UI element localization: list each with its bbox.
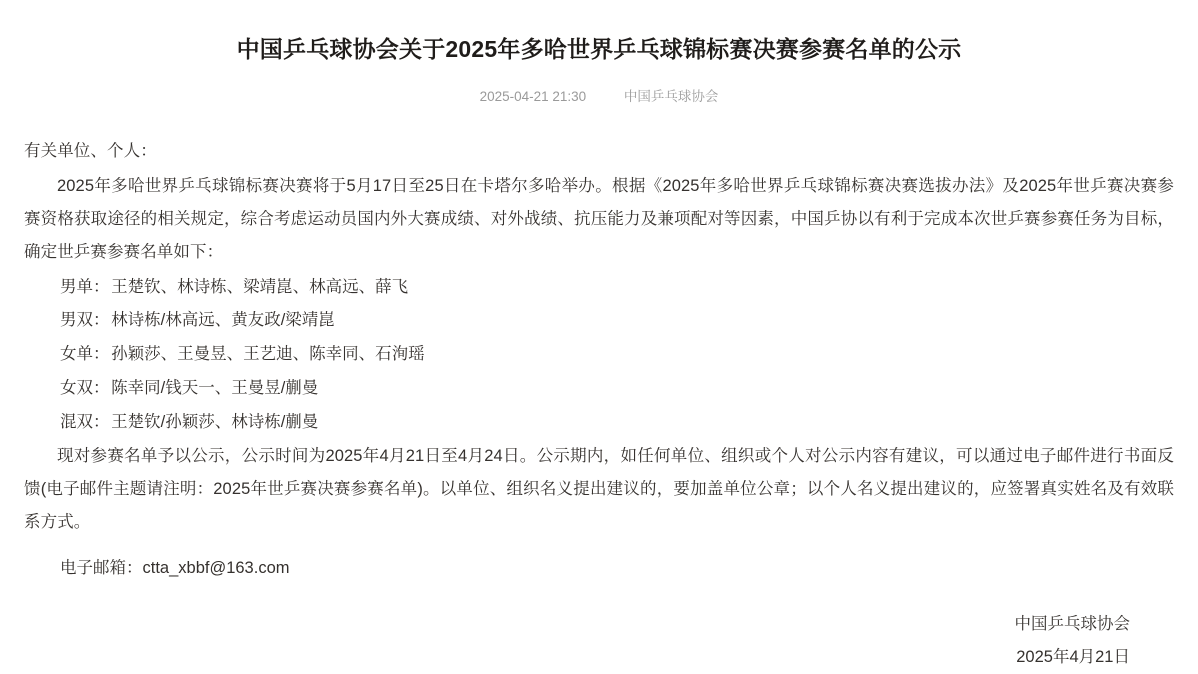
roster-item bbox=[24, 271, 1174, 305]
publisher-name: 中国乒乓球协会 bbox=[623, 88, 719, 104]
roster-category: 女双： bbox=[60, 378, 110, 397]
publish-timestamp: 2025-04-21 21:30 bbox=[479, 88, 587, 104]
signature-block bbox=[24, 608, 1174, 674]
roster-item bbox=[24, 372, 1174, 406]
signature-date: 2025年4月21日 bbox=[1016, 647, 1130, 666]
roster-players: 王楚钦、林诗栋、梁靖崑、林高远、薛飞 bbox=[111, 277, 409, 296]
roster-category: 女单： bbox=[60, 345, 110, 364]
roster-item bbox=[24, 406, 1174, 440]
roster-item bbox=[24, 304, 1174, 338]
roster-item bbox=[24, 338, 1174, 372]
article-body bbox=[0, 105, 1198, 674]
roster-players: 王楚钦/孙颖莎、林诗栋/蒯曼 bbox=[111, 412, 319, 431]
roster-category: 男双： bbox=[60, 311, 110, 330]
roster-players: 林诗栋/林高远、黄友政/梁靖崑 bbox=[111, 311, 335, 330]
paragraph-notice: 现对参赛名单予以公示，公示时间为2025年4月21日至4月24日。公示期内，如任何单位、组织或个人对公示内容有建议，可以通过电子邮件进行书面反馈(电子邮件主题请注明：2025年世乒赛决赛参赛名单)。以单位、组织名义提出建议的，要加盖单位公章；以个人名义提出建议的，应签署真实姓名及有效联系方式。 bbox=[24, 446, 1174, 531]
page-title: 中国乒乓球协会关于2025年多哈世界乒乓球锦标赛决赛参赛名单的公示 bbox=[236, 36, 962, 62]
article-meta bbox=[0, 67, 1198, 105]
roster-players: 孙颖莎、王曼昱、王艺迪、陈幸同、石洵瑶 bbox=[111, 345, 425, 364]
roster-category: 混双： bbox=[60, 412, 110, 431]
paragraph-intro: 2025年多哈世界乒乓球锦标赛决赛将于5月17日至25日在卡塔尔多哈举办。根据《2025年多哈世界乒乓球锦标赛决赛选拔办法》及2025年世乒赛决赛参赛资格获取途径的相关规定，综合考虑运动员国内外大赛成绩、对外战绩、抗压能力及兼项配对等因素，中国乒协以有利于完成本次世乒赛参赛任务为目标，确定世乒赛参赛名单如下： bbox=[24, 176, 1174, 261]
contact-email-line: 电子邮箱：ctta_xbbf@163.com bbox=[60, 558, 290, 577]
salutation: 有关单位、个人： bbox=[24, 141, 157, 160]
roster-category: 男单： bbox=[60, 277, 110, 296]
signature-org: 中国乒乓球协会 bbox=[1014, 614, 1130, 633]
roster-players: 陈幸同/钱天一、王曼昱/蒯曼 bbox=[111, 378, 319, 397]
